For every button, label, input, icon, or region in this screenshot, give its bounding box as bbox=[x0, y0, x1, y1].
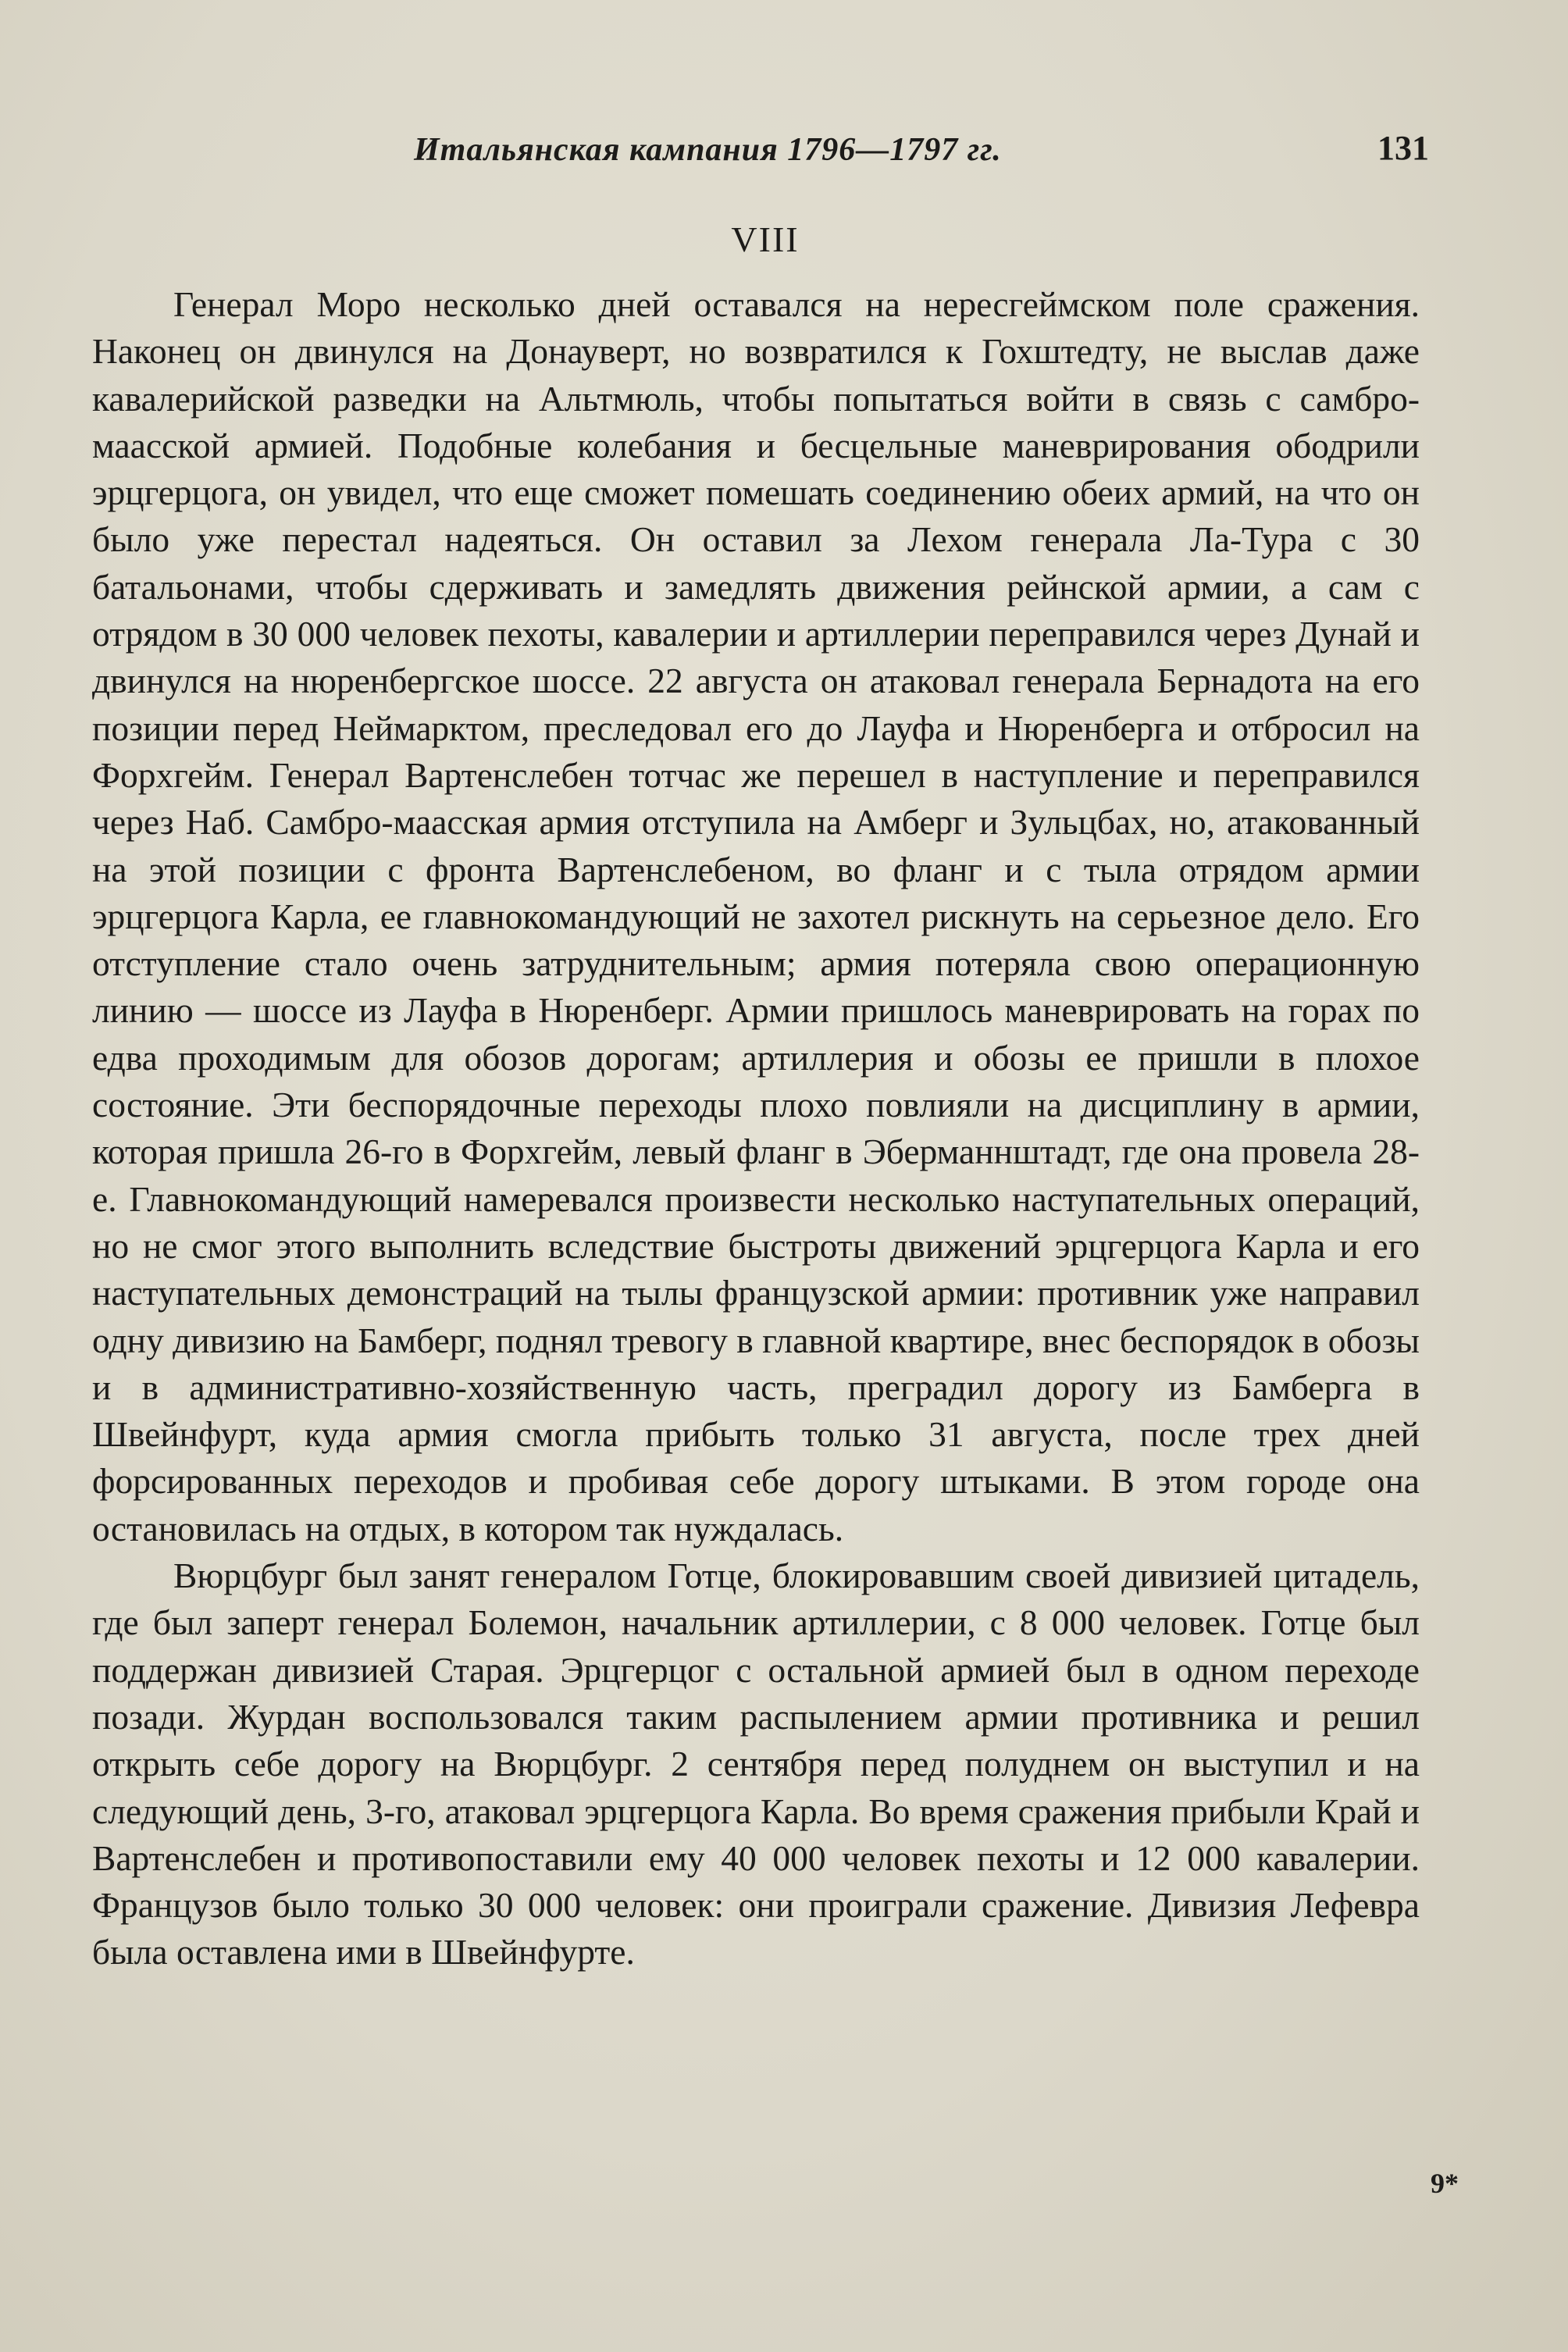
running-head bbox=[94, 129, 1429, 186]
body-text bbox=[92, 281, 1420, 1976]
signature-mark: 9* bbox=[1431, 2168, 1459, 2199]
page-number: 131 bbox=[1377, 129, 1429, 167]
paragraph-1: Генерал Моро несколько дней оставался на нересгеймском поле сражения. Наконец он двинулся на Донауверт, но возвратился к Гохштедту, не выслав даже кавалерийской разведки на Альтмюль, чтобы попытаться войти в связь с самбро-маасской армией. Подобные колебания и бесцельные маневрирования ободрили эрцгерцога, он увидел, что еще сможет помешать соединению обеих армий, на что он было уже перестал надеяться. Он оставил за Лехом генерала Ла-Тура с 30 батальонами, чтобы сдерживать и замедлять движения рейнской армии, а сам с отрядом в 30 000 человек пехоты, кавалерии и артиллерии переправился через Дунай и двинулся на нюренбергское шоссе. 22 августа он атаковал генерала Бернадота на его позиции перед Неймарктом, преследовал его до Лауфа и Нюренберга и отбросил на Форхгейм. Генерал Вартенслебен тотчас же перешел в наступление и переправился через Наб. Самбро-маасская армия отступила на Амберг и Зульцбах, но, атакованный на этой позиции с фронта Вартенслебеном, во фланг и с тыла отрядом армии эрцгерцога Карла, ее главнокомандующий не захотел рискнуть на серьезное дело. Его отступление стало очень затруднительным; армия потеряла свою операционную линию — шоссе из Лауфа в Нюренберг. Армии пришлось маневрировать на горах по едва проходимым для обозов дорогам; артиллерия и обозы ее пришли в плохое состояние. Эти беспорядочные переходы плохо повлияли на дисциплину в армии, которая пришла 26-го в Форхгейм, левый фланг в Эберманнштадт, где она провела 28-е. Главнокомандующий намеревался произвести несколько наступательных операций, но не смог этого выполнить вследствие быстроты движений эрцгерцога Карла и его наступательных демонстраций на тылы французской армии: противник уже направил одну дивизию на Бамберг, поднял тревогу в главной квартире, внес беспорядок в обозы и в административно-хозяйственную часть, преградил дорогу из Бамберга в Швейнфурт, куда армия смогла прибыть только 31 августа, после трех дней форсированных переходов и пробивая себе дорогу штыками. В этом городе она остановилась на отдых, в котором так нуждалась. bbox=[92, 284, 1420, 1548]
paragraph-2: Вюрцбург был занят генералом Готце, блокировавшим своей дивизией цитадель, где был заперт генерал Болемон, начальник артиллерии, с 8 000 человек. Готце был поддержан дивизией Старая. Эрцгерцог с остальной армией был в одном переходе позади. Журдан воспользовался таким распылением армии противника и решил открыть себе дорогу на Вюрцбург. 2 сентября перед полуднем он выступил и на следующий день, 3-го, атаковал эрцгерцога Карла. Во время сражения прибыли Край и Вартенслебен и противопоставили ему 40 000 человек пехоты и 12 000 кавалерии. Французов было только 30 000 человек: они проиграли сражение. Дивизия Лефевра была оставлена ими в Швейнфурте. bbox=[92, 1556, 1420, 1972]
section-heading: VIII bbox=[731, 219, 800, 259]
running-title: Итальянская кампания 1796—1797 гг. bbox=[414, 132, 1002, 168]
